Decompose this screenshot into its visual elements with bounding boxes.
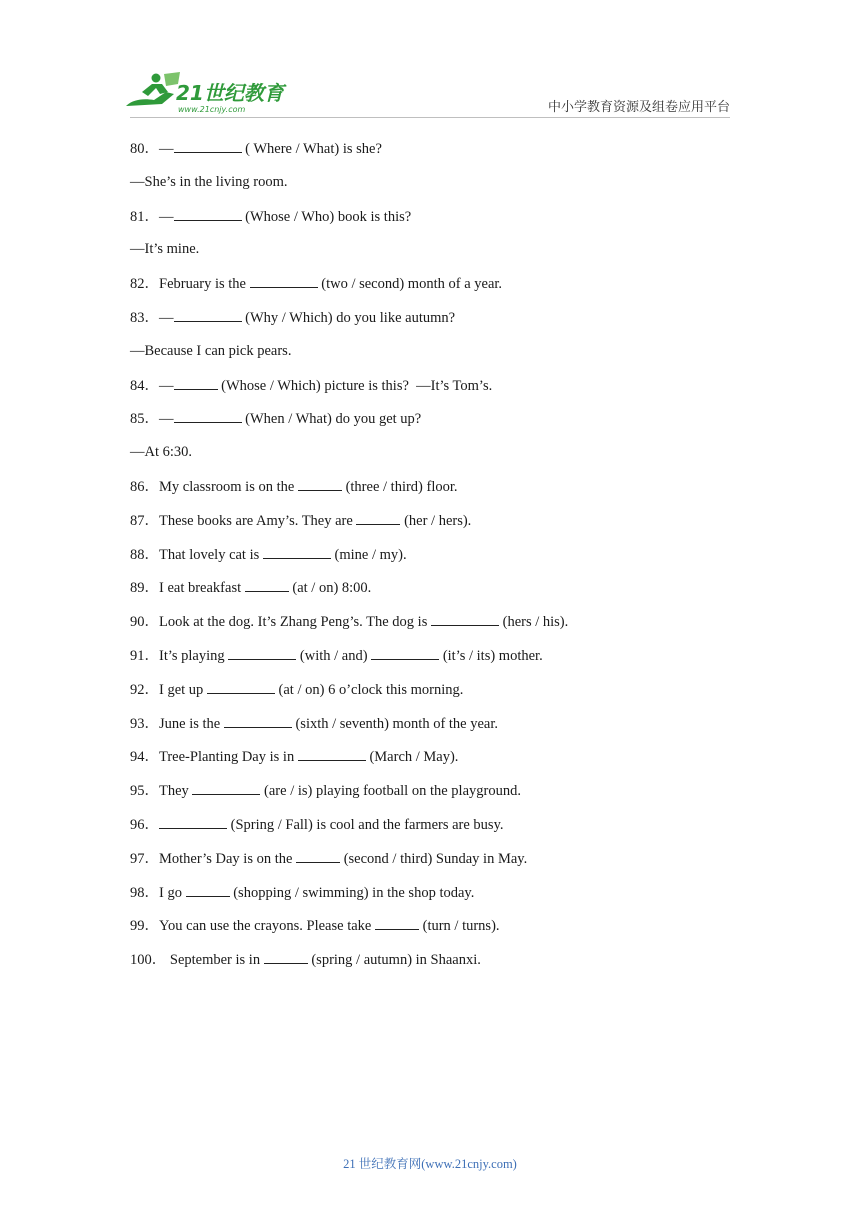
answer-blank[interactable] [431, 611, 499, 626]
exercise-line [130, 915, 730, 949]
exercise-line [130, 476, 730, 510]
logo-url-text: www.21cnjy.com [178, 105, 246, 114]
question-text: —At 6:30. [130, 444, 193, 461]
question-text: (are / is) playing football on the playground. [260, 783, 521, 800]
question-text: (hers / his). [498, 614, 569, 631]
logo-brand-text: 21世纪教育 [176, 81, 284, 105]
question-text: (When / What) do you get up? [241, 411, 422, 428]
answer-blank[interactable] [356, 510, 400, 525]
question-text: That lovely cat is [159, 546, 263, 563]
question-text: (Whose / Who) book is this? [241, 208, 412, 225]
question-text: My classroom is on the [159, 478, 298, 495]
exercise-line [130, 882, 730, 916]
question-text: (spring / autumn) in Shaanxi. [307, 952, 481, 969]
question-text: (March / May). [365, 749, 459, 766]
question-number: 89． [130, 580, 159, 597]
exercise-line [130, 949, 730, 983]
exercise-line [130, 510, 730, 544]
question-number: 84． [130, 377, 159, 394]
question-text: (it’s / its) mother. [439, 647, 543, 664]
answer-blank[interactable] [298, 746, 366, 761]
answer-blank[interactable] [224, 713, 292, 728]
exercise-line [130, 408, 730, 442]
question-text: (mine / my). [330, 546, 407, 563]
question-text: (sixth / seventh) month of the year. [291, 715, 499, 732]
question-number: 94． [130, 749, 159, 766]
answer-blank[interactable] [228, 645, 296, 660]
question-text: Tree-Planting Day is in [159, 749, 298, 766]
answer-blank[interactable] [264, 949, 308, 964]
exercise-line [130, 375, 730, 409]
answer-blank[interactable] [296, 848, 340, 863]
exercise-list [130, 138, 730, 983]
question-text: —It’s mine. [130, 241, 200, 258]
question-number: 100． [130, 952, 167, 969]
question-text: (turn / turns). [418, 918, 500, 935]
header-rule [130, 117, 730, 118]
answer-blank[interactable] [174, 206, 242, 221]
exercise-line [130, 442, 730, 476]
question-number: 98． [130, 884, 159, 901]
exercise-line [130, 239, 730, 273]
question-number: 81． [130, 208, 159, 225]
question-text: (her / hers). [400, 512, 472, 529]
question-text: (Spring / Fall) is cool and the farmers are busy. [227, 816, 504, 833]
question-text: Mother’s Day is on the [159, 850, 297, 867]
exercise-line [130, 746, 730, 780]
question-text: I eat breakfast [159, 580, 245, 597]
question-number: 90． [130, 614, 159, 631]
question-text: —Because I can pick pears. [130, 342, 292, 359]
question-text: — [159, 309, 174, 326]
question-text: —She’s in the living room. [130, 173, 288, 190]
exercise-line [130, 713, 730, 747]
answer-blank[interactable] [250, 273, 318, 288]
question-text: (three / third) floor. [341, 478, 458, 495]
question-text: I go [159, 884, 186, 901]
exercise-line [130, 780, 730, 814]
answer-blank[interactable] [192, 780, 260, 795]
site-logo [122, 70, 302, 116]
question-number: 87． [130, 512, 159, 529]
question-text: — [159, 377, 174, 394]
question-text: (second / third) Sunday in May. [340, 850, 528, 867]
answer-blank[interactable] [263, 544, 331, 559]
answer-blank[interactable] [174, 138, 242, 153]
question-text: — [159, 411, 174, 428]
exercise-line [130, 577, 730, 611]
question-text: They [159, 783, 193, 800]
exercise-line [130, 611, 730, 645]
platform-name: 中小学教育资源及组卷应用平台 [547, 100, 730, 115]
question-text: February is the [159, 276, 250, 293]
question-text: — [159, 141, 174, 157]
question-number: 92． [130, 681, 159, 698]
question-text: It’s playing [159, 647, 229, 664]
answer-blank[interactable] [186, 882, 230, 897]
question-text: (at / on) 6 o’clock this morning. [274, 681, 464, 698]
page-footer: 21 世纪教育网(www.21cnjy.com) [343, 1157, 517, 1171]
question-number: 97． [130, 850, 159, 867]
exercise-line [130, 172, 730, 206]
answer-blank[interactable] [245, 577, 289, 592]
question-text: (at / on) 8:00. [288, 580, 372, 597]
exercise-line [130, 206, 730, 240]
question-number: 88． [130, 546, 159, 563]
exercise-line [130, 544, 730, 578]
exercise-line [130, 645, 730, 679]
question-text: (shopping / swimming) in the shop today. [229, 884, 475, 901]
question-number: 86． [130, 478, 159, 495]
question-text: ( Where / What) is she? [241, 141, 382, 157]
question-text: You can use the crayons. Please take [159, 918, 375, 935]
exercise-line [130, 138, 730, 172]
question-text: (two / second) month of a year. [317, 276, 503, 293]
question-number: 91． [130, 647, 159, 664]
question-number: 99． [130, 918, 159, 935]
question-text: (Why / Which) do you like autumn? [241, 309, 456, 326]
question-text: September is in [166, 952, 264, 969]
exercise-line [130, 341, 730, 375]
question-number: 96． [130, 816, 159, 833]
exercise-line [130, 848, 730, 882]
question-number: 93． [130, 715, 159, 732]
question-text: (with / and) [296, 647, 372, 664]
question-text: These books are Amy’s. They are [159, 512, 357, 529]
exercise-line [130, 273, 730, 307]
answer-blank[interactable] [159, 814, 227, 829]
question-text: I get up [159, 681, 207, 698]
question-text: Look at the dog. It’s Zhang Peng’s. The dog is [159, 614, 431, 631]
question-number: 85． [130, 411, 159, 428]
question-text: June is the [159, 715, 224, 732]
runner-icon [126, 72, 180, 106]
exercise-line [130, 679, 730, 713]
answer-blank[interactable] [298, 476, 342, 491]
answer-blank[interactable] [371, 645, 439, 660]
answer-blank[interactable] [174, 307, 242, 322]
question-number: 95． [130, 783, 159, 800]
exercise-line [130, 814, 730, 848]
page-header [0, 0, 860, 125]
question-number: 83． [130, 309, 159, 326]
question-text: (Whose / Which) picture is this? —It’s Tom’s. [217, 377, 493, 394]
question-number: 80． [130, 141, 159, 157]
answer-blank[interactable] [174, 408, 242, 423]
answer-blank[interactable] [207, 679, 275, 694]
answer-blank[interactable] [174, 375, 218, 390]
question-number: 82． [130, 276, 159, 293]
question-text: — [159, 208, 174, 225]
answer-blank[interactable] [375, 915, 419, 930]
exercise-line [130, 307, 730, 341]
